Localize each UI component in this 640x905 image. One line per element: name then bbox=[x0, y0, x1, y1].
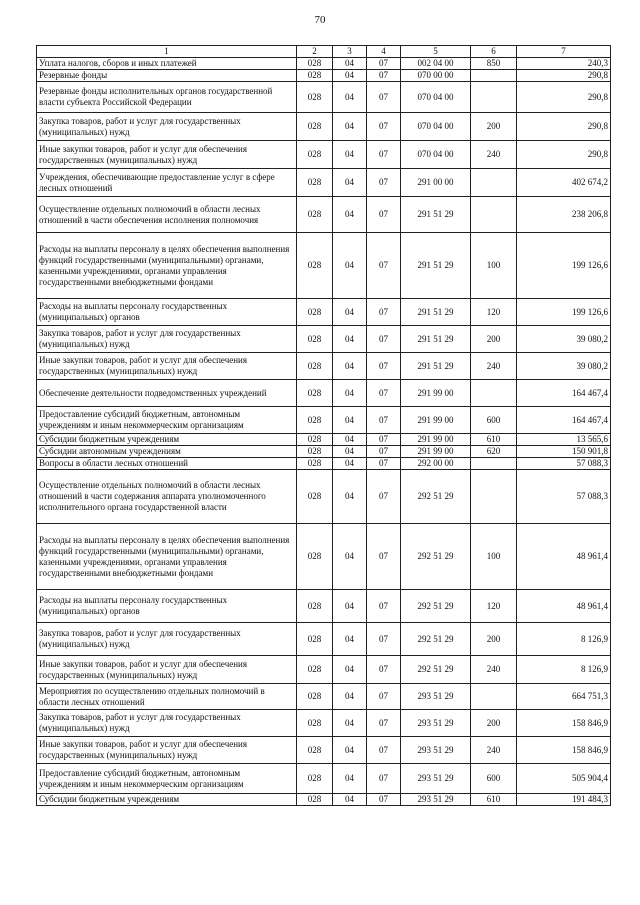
row-code-section: 04 bbox=[333, 113, 367, 141]
row-amount: 8 126,9 bbox=[517, 623, 611, 656]
table-row bbox=[37, 233, 611, 299]
row-code-section: 04 bbox=[333, 353, 367, 380]
row-amount: 39 080,2 bbox=[517, 353, 611, 380]
row-code-subsection: 07 bbox=[367, 656, 401, 684]
row-code-expense-type bbox=[471, 197, 517, 233]
row-code-section: 04 bbox=[333, 524, 367, 590]
row-name: Мероприятия по осуществлению отдельных полномочий в области лесных отношений bbox=[37, 684, 297, 710]
table-row bbox=[37, 299, 611, 326]
row-name: Субсидии автономным учреждениям bbox=[37, 446, 297, 458]
row-name: Предоставление субсидий бюджетным, автономным учреждениям и иным некоммерческим организациям bbox=[37, 764, 297, 794]
row-code-subsection: 07 bbox=[367, 524, 401, 590]
row-code-target: 291 99 00 bbox=[401, 446, 471, 458]
row-code-subsection: 07 bbox=[367, 82, 401, 113]
row-code-expense-type bbox=[471, 70, 517, 82]
row-name: Закупка товаров, работ и услуг для государственных (муниципальных) нужд bbox=[37, 113, 297, 141]
table-row bbox=[37, 197, 611, 233]
row-code-subsection: 07 bbox=[367, 299, 401, 326]
row-amount: 39 080,2 bbox=[517, 326, 611, 353]
row-code-expense-type bbox=[471, 169, 517, 197]
row-code-target: 292 51 29 bbox=[401, 623, 471, 656]
row-amount: 191 484,3 bbox=[517, 794, 611, 806]
row-code-target: 293 51 29 bbox=[401, 764, 471, 794]
row-code-ministry: 028 bbox=[297, 737, 333, 764]
row-code-expense-type: 620 bbox=[471, 446, 517, 458]
row-code-target: 291 51 29 bbox=[401, 299, 471, 326]
row-code-target: 291 99 00 bbox=[401, 434, 471, 446]
table-row bbox=[37, 326, 611, 353]
row-name: Расходы на выплаты персоналу в целях обеспечения выполнения функций государственными (муниципальными) органами, казенными учреждениями, органами управления государственными внебюджетными фондами bbox=[37, 233, 297, 299]
row-code-expense-type: 610 bbox=[471, 794, 517, 806]
row-code-target: 291 00 00 bbox=[401, 169, 471, 197]
row-code-target: 293 51 29 bbox=[401, 684, 471, 710]
row-code-section: 04 bbox=[333, 434, 367, 446]
row-name: Осуществление отдельных полномочий в области лесных отношений в части обеспечения исполнения полномочия bbox=[37, 197, 297, 233]
row-amount: 158 846,9 bbox=[517, 710, 611, 737]
row-code-subsection: 07 bbox=[367, 197, 401, 233]
row-code-subsection: 07 bbox=[367, 169, 401, 197]
row-amount: 48 961,4 bbox=[517, 524, 611, 590]
row-code-subsection: 07 bbox=[367, 233, 401, 299]
row-code-expense-type bbox=[471, 458, 517, 470]
row-name: Резервные фонды исполнительных органов государственной власти субъекта Российской Федерации bbox=[37, 82, 297, 113]
row-code-expense-type: 200 bbox=[471, 623, 517, 656]
row-amount: 290,8 bbox=[517, 113, 611, 141]
row-code-target: 070 04 00 bbox=[401, 141, 471, 169]
row-code-subsection: 07 bbox=[367, 434, 401, 446]
row-code-ministry: 028 bbox=[297, 169, 333, 197]
row-code-subsection: 07 bbox=[367, 710, 401, 737]
row-code-ministry: 028 bbox=[297, 623, 333, 656]
row-code-ministry: 028 bbox=[297, 524, 333, 590]
row-code-subsection: 07 bbox=[367, 590, 401, 623]
column-header: 6 bbox=[471, 46, 517, 58]
row-code-target: 292 51 29 bbox=[401, 470, 471, 524]
row-code-ministry: 028 bbox=[297, 141, 333, 169]
column-header: 5 bbox=[401, 46, 471, 58]
row-code-target: 291 51 29 bbox=[401, 353, 471, 380]
row-code-ministry: 028 bbox=[297, 764, 333, 794]
table-row bbox=[37, 169, 611, 197]
table-row bbox=[37, 458, 611, 470]
row-code-subsection: 07 bbox=[367, 380, 401, 407]
row-code-section: 04 bbox=[333, 326, 367, 353]
row-name: Расходы на выплаты персоналу государственных (муниципальных) органов bbox=[37, 299, 297, 326]
row-code-target: 291 51 29 bbox=[401, 233, 471, 299]
row-code-expense-type: 240 bbox=[471, 737, 517, 764]
row-name: Расходы на выплаты персоналу государственных (муниципальных) органов bbox=[37, 590, 297, 623]
row-amount: 290,8 bbox=[517, 70, 611, 82]
row-code-section: 04 bbox=[333, 233, 367, 299]
row-amount: 199 126,6 bbox=[517, 299, 611, 326]
column-header: 7 bbox=[517, 46, 611, 58]
row-code-expense-type: 200 bbox=[471, 710, 517, 737]
row-code-section: 04 bbox=[333, 58, 367, 70]
row-code-ministry: 028 bbox=[297, 299, 333, 326]
row-code-target: 291 51 29 bbox=[401, 197, 471, 233]
row-amount: 664 751,3 bbox=[517, 684, 611, 710]
row-code-section: 04 bbox=[333, 82, 367, 113]
row-code-target: 292 51 29 bbox=[401, 590, 471, 623]
row-code-ministry: 028 bbox=[297, 407, 333, 434]
row-code-target: 291 51 29 bbox=[401, 326, 471, 353]
row-code-expense-type: 100 bbox=[471, 233, 517, 299]
table-row bbox=[37, 446, 611, 458]
row-amount: 290,8 bbox=[517, 141, 611, 169]
row-name: Иные закупки товаров, работ и услуг для обеспечения государственных (муниципальных) нужд bbox=[37, 737, 297, 764]
row-code-target: 292 51 29 bbox=[401, 524, 471, 590]
row-code-expense-type: 600 bbox=[471, 764, 517, 794]
row-amount: 13 565,6 bbox=[517, 434, 611, 446]
row-code-expense-type: 850 bbox=[471, 58, 517, 70]
row-code-section: 04 bbox=[333, 169, 367, 197]
row-code-section: 04 bbox=[333, 446, 367, 458]
row-code-ministry: 028 bbox=[297, 113, 333, 141]
row-amount: 158 846,9 bbox=[517, 737, 611, 764]
row-code-section: 04 bbox=[333, 794, 367, 806]
row-code-ministry: 028 bbox=[297, 590, 333, 623]
table-row bbox=[37, 380, 611, 407]
row-amount: 199 126,6 bbox=[517, 233, 611, 299]
row-code-ministry: 028 bbox=[297, 470, 333, 524]
row-code-target: 002 04 00 bbox=[401, 58, 471, 70]
column-header: 3 bbox=[333, 46, 367, 58]
table-row bbox=[37, 113, 611, 141]
row-amount: 48 961,4 bbox=[517, 590, 611, 623]
row-amount: 164 467,4 bbox=[517, 380, 611, 407]
table-row bbox=[37, 407, 611, 434]
row-name: Уплата налогов, сборов и иных платежей bbox=[37, 58, 297, 70]
table-row bbox=[37, 524, 611, 590]
row-code-subsection: 07 bbox=[367, 737, 401, 764]
row-code-subsection: 07 bbox=[367, 684, 401, 710]
row-amount: 57 088,3 bbox=[517, 470, 611, 524]
row-code-expense-type: 120 bbox=[471, 590, 517, 623]
row-name: Закупка товаров, работ и услуг для государственных (муниципальных) нужд bbox=[37, 623, 297, 656]
table-row bbox=[37, 794, 611, 806]
header-row bbox=[37, 46, 611, 58]
row-code-subsection: 07 bbox=[367, 326, 401, 353]
table-row bbox=[37, 353, 611, 380]
row-amount: 505 904,4 bbox=[517, 764, 611, 794]
row-name: Субсидии бюджетным учреждениям bbox=[37, 434, 297, 446]
row-code-ministry: 028 bbox=[297, 458, 333, 470]
row-code-section: 04 bbox=[333, 590, 367, 623]
row-code-expense-type: 600 bbox=[471, 407, 517, 434]
row-code-ministry: 028 bbox=[297, 380, 333, 407]
row-code-expense-type bbox=[471, 82, 517, 113]
row-amount: 150 901,8 bbox=[517, 446, 611, 458]
row-code-ministry: 028 bbox=[297, 197, 333, 233]
row-name: Предоставление субсидий бюджетным, автономным учреждениям и иным некоммерческим организациям bbox=[37, 407, 297, 434]
row-code-ministry: 028 bbox=[297, 70, 333, 82]
table-row bbox=[37, 70, 611, 82]
row-code-target: 292 51 29 bbox=[401, 656, 471, 684]
row-code-section: 04 bbox=[333, 470, 367, 524]
row-code-expense-type: 200 bbox=[471, 113, 517, 141]
table-row bbox=[37, 684, 611, 710]
row-name: Закупка товаров, работ и услуг для государственных (муниципальных) нужд bbox=[37, 710, 297, 737]
row-code-section: 04 bbox=[333, 380, 367, 407]
row-code-subsection: 07 bbox=[367, 353, 401, 380]
row-code-ministry: 028 bbox=[297, 434, 333, 446]
row-name: Иные закупки товаров, работ и услуг для обеспечения государственных (муниципальных) нужд bbox=[37, 656, 297, 684]
row-code-section: 04 bbox=[333, 764, 367, 794]
row-code-subsection: 07 bbox=[367, 70, 401, 82]
row-code-expense-type: 240 bbox=[471, 141, 517, 169]
table-body bbox=[37, 58, 611, 806]
budget-table bbox=[36, 45, 611, 806]
table-row bbox=[37, 470, 611, 524]
row-code-section: 04 bbox=[333, 407, 367, 434]
row-code-ministry: 028 bbox=[297, 353, 333, 380]
row-code-ministry: 028 bbox=[297, 233, 333, 299]
row-code-ministry: 028 bbox=[297, 794, 333, 806]
row-code-target: 292 00 00 bbox=[401, 458, 471, 470]
column-header: 2 bbox=[297, 46, 333, 58]
row-code-target: 293 51 29 bbox=[401, 710, 471, 737]
row-code-subsection: 07 bbox=[367, 794, 401, 806]
row-code-ministry: 028 bbox=[297, 58, 333, 70]
row-code-subsection: 07 bbox=[367, 141, 401, 169]
row-code-subsection: 07 bbox=[367, 446, 401, 458]
row-amount: 402 674,2 bbox=[517, 169, 611, 197]
table-row bbox=[37, 764, 611, 794]
row-code-target: 291 99 00 bbox=[401, 380, 471, 407]
row-code-expense-type: 200 bbox=[471, 326, 517, 353]
table-row bbox=[37, 710, 611, 737]
table-row bbox=[37, 656, 611, 684]
row-amount: 57 088,3 bbox=[517, 458, 611, 470]
row-code-section: 04 bbox=[333, 197, 367, 233]
row-amount: 290,8 bbox=[517, 82, 611, 113]
table-row bbox=[37, 737, 611, 764]
row-code-target: 070 04 00 bbox=[401, 82, 471, 113]
column-header: 1 bbox=[37, 46, 297, 58]
row-name: Субсидии бюджетным учреждениям bbox=[37, 794, 297, 806]
row-code-ministry: 028 bbox=[297, 656, 333, 684]
row-code-subsection: 07 bbox=[367, 113, 401, 141]
row-code-expense-type: 120 bbox=[471, 299, 517, 326]
row-code-expense-type: 240 bbox=[471, 656, 517, 684]
row-code-expense-type: 610 bbox=[471, 434, 517, 446]
row-code-section: 04 bbox=[333, 141, 367, 169]
row-code-ministry: 028 bbox=[297, 446, 333, 458]
column-header: 4 bbox=[367, 46, 401, 58]
row-amount: 238 206,8 bbox=[517, 197, 611, 233]
table-row bbox=[37, 590, 611, 623]
row-code-section: 04 bbox=[333, 70, 367, 82]
table-row bbox=[37, 82, 611, 113]
table-row bbox=[37, 434, 611, 446]
row-name: Закупка товаров, работ и услуг для государственных (муниципальных) нужд bbox=[37, 326, 297, 353]
row-code-subsection: 07 bbox=[367, 407, 401, 434]
row-name: Вопросы в области лесных отношений bbox=[37, 458, 297, 470]
row-code-section: 04 bbox=[333, 710, 367, 737]
row-code-target: 293 51 29 bbox=[401, 794, 471, 806]
row-code-subsection: 07 bbox=[367, 764, 401, 794]
page-number: 70 bbox=[314, 14, 326, 26]
row-code-subsection: 07 bbox=[367, 470, 401, 524]
row-code-expense-type: 240 bbox=[471, 353, 517, 380]
row-code-section: 04 bbox=[333, 737, 367, 764]
row-amount: 164 467,4 bbox=[517, 407, 611, 434]
row-code-expense-type bbox=[471, 380, 517, 407]
row-code-ministry: 028 bbox=[297, 82, 333, 113]
row-name: Учреждения, обеспечивающие предоставление услуг в сфере лесных отношений bbox=[37, 169, 297, 197]
row-amount: 8 126,9 bbox=[517, 656, 611, 684]
row-code-section: 04 bbox=[333, 656, 367, 684]
row-name: Иные закупки товаров, работ и услуг для обеспечения государственных (муниципальных) нужд bbox=[37, 353, 297, 380]
row-code-target: 070 04 00 bbox=[401, 113, 471, 141]
row-code-expense-type bbox=[471, 684, 517, 710]
row-code-section: 04 bbox=[333, 458, 367, 470]
row-code-subsection: 07 bbox=[367, 458, 401, 470]
row-code-expense-type bbox=[471, 470, 517, 524]
row-name: Обеспечение деятельности подведомственных учреждений bbox=[37, 380, 297, 407]
row-code-section: 04 bbox=[333, 623, 367, 656]
table-row bbox=[37, 623, 611, 656]
row-code-expense-type: 100 bbox=[471, 524, 517, 590]
row-code-target: 293 51 29 bbox=[401, 737, 471, 764]
row-code-ministry: 028 bbox=[297, 710, 333, 737]
table-row bbox=[37, 58, 611, 70]
row-name: Иные закупки товаров, работ и услуг для обеспечения государственных (муниципальных) нужд bbox=[37, 141, 297, 169]
row-code-subsection: 07 bbox=[367, 623, 401, 656]
row-code-subsection: 07 bbox=[367, 58, 401, 70]
row-name: Осуществление отдельных полномочий в области лесных отношений в части содержания аппарата уполномоченного исполнительного органа государственной власти bbox=[37, 470, 297, 524]
row-amount: 240,3 bbox=[517, 58, 611, 70]
row-name: Расходы на выплаты персоналу в целях обеспечения выполнения функций государственными (муниципальными) органами, казенными учреждениями, органами управления государственными внебюджетными фондами bbox=[37, 524, 297, 590]
row-code-ministry: 028 bbox=[297, 326, 333, 353]
row-code-section: 04 bbox=[333, 299, 367, 326]
row-code-ministry: 028 bbox=[297, 684, 333, 710]
row-code-target: 070 00 00 bbox=[401, 70, 471, 82]
row-code-target: 291 99 00 bbox=[401, 407, 471, 434]
row-code-section: 04 bbox=[333, 684, 367, 710]
table-row bbox=[37, 141, 611, 169]
row-name: Резервные фонды bbox=[37, 70, 297, 82]
